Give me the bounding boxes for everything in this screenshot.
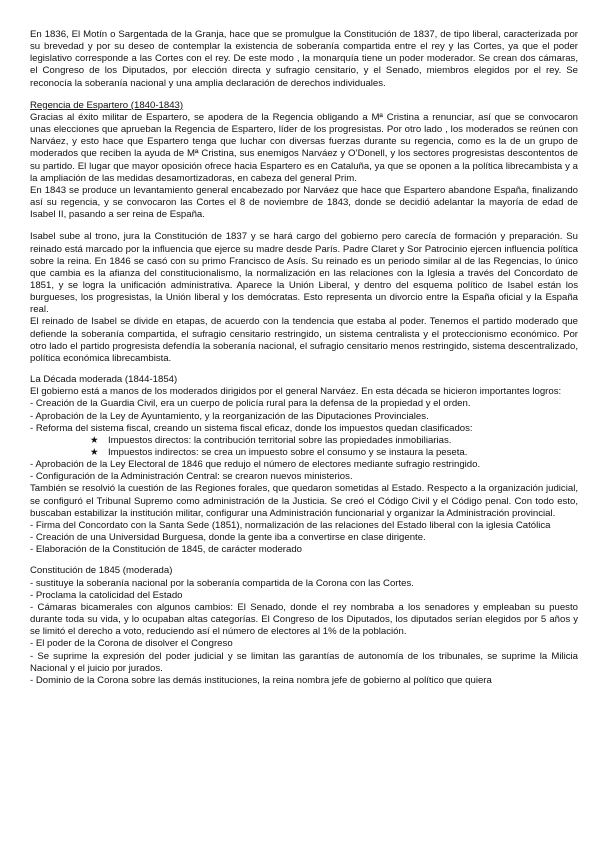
list-item: - Aprobación de la Ley de Ayuntamiento, y la reorganización de las Diputaciones Provinciales. [30,410,429,422]
list-item: - Creación de una Universidad Burguesa, donde la gente iba a convertirse en clase dirigente. [30,532,426,544]
list-item [90,447,578,459]
list-item: - Cámaras bicamerales con algunos cambios: El Senado, donde el rey nombraba a los senadores y empleaban su puesto durante toda su vida, y lo ocupaban altas categorías. El Congreso de los Diputados, los diputados serían elegidos por 5 años y se limitó el derecho a voto, reduciendo así el número de electores al 1% de la población. [30,601,578,638]
intro-paragraph: En 1836, El Motín o Sargentada de la Granja, hace que se promulgue la Constitución de 1837, de tipo liberal, caracterizada por su brevedad y por su deseo de contemplar la existencia de soberanía compartida entre el rey y las Cortes, ya que el poder legislativo corresponde a las Cortes con el rey. De este modo , la monarquía tiene un poder moderador. Se crean dos cámaras, el Congreso de los Diputados, por elección directa y sufragio censitario, y el Senado, miembros elegidos por el rey. Se reconocía la soberanía nacional y una amplia declaración de derechos individuales. [30,29,578,89]
isabel-paragraph-2: El reinado de Isabel se divide en etapas, de acuerdo con la tendencia que estaba al poder. Tenemos el partido moderado que defiende la soberanía compartida, el sufragio censitario restringido, un sistema centralista y el proteccionismo económico. Por otro lado el partido progresista defendía la soberanía nacional, el sufragio censitario menos restringido, sistema descentralizado, política económica librecambista. [30,316,578,364]
decada-title: La Década moderada (1844-1854) [30,374,178,386]
list-item: - Elaboración de la Constitución de 1845, de carácter moderado [30,544,302,556]
constitucion-title: Constitución de 1845 (moderada) [30,565,173,577]
isabel-paragraph-1: Isabel sube al trono, jura la Constitución de 1837 y se hará cargo del gobierno pero carecía de formación y preparación. Su reinado está marcado por la influencia que ejerce su madre desde París. Padre Claret y Sor Patrocinio ejercen influencia política sobre la reina. En 1846 se casó con su primo Francisco de Asís. Su reinado es un periodo similar al de las Regencias, lo único que cambia es la afianza del constitucionalismo, la normalización en las relaciones con la Iglesia a través del Concordato de 1851, y se logra la unificación administrativa. Aparece la Unión Liberal, y dentro del esquema político de Isabel están los burgueses, los progresistas, la Unión liberal y los demócratas. Esto representa un divorcio entre la España oficial y la España real. [30,231,578,316]
regencia-title: Regencia de Espartero (1840-1843) [30,99,184,111]
list-item: - sustituye la soberanía nacional por la soberanía compartida de la Corona con las Cortes. [30,577,414,589]
list-item [90,435,578,447]
subitem-text: Impuestos directos: la contribución territorial sobre las propiedades inmobiliarias. [108,434,452,446]
star-icon: ★ [90,447,99,458]
decada-list-c [30,520,578,556]
decada-list-a [30,398,578,434]
regencia-paragraph-1: Gracias al éxito militar de Espartero, se apodera de la Regencia obligando a Mª Cristina a renunciar, así que se convocaron unas elecciones que aprueban la Regencia de Espartero, líder de los progresistas. Por otro lado , los moderados se reúnen con Narváez, y esto hace que Espartero tenga que luchar con diversas fuerzas durante su regencia, como es la de un grupo de moderados que reciben la ayuda de Mª Cristina, sus enemigos Narváez y O’Donell, y los sectores progresistas descontentos de su partido. El lugar que mayor oposición ofrece hacia Espartero es en Cataluña, ya que se oponen a la política librecambista y a la ampliación de las medidas desamortizadoras, en cabeza del general Prim. [30,111,578,184]
regencia-paragraph-2: En 1843 se produce un levantamiento general encabezado por Narváez que hace que Espartero abandone España, finalizando así su regencia, y se convocaron las Cortes el 8 de noviembre de 1843, donde se decidió adelantar la mayoría de edad de Isabel II, pasando a ser reina de España. [30,184,578,221]
list-item: - Creación de la Guardia Civil, era un cuerpo de policía rural para la defensa de la propiedad y el orden. [30,398,471,410]
star-icon: ★ [90,434,99,446]
decada-paragraph: También se resolvió la cuestión de las Regiones forales, que quedaron sometidas al Estado. Respecto a la organización judicial, se configuró el Tribunal Supremo como administración de la Justicia. Se creó el Código Civil y el Código penal. Con todo esto, buscaban estabilizar la institución militar, configurar una Administración funcionarial y organizar la Administración provincial. [30,483,578,519]
list-item: - Se suprime la expresión del poder judicial y se limitan las garantías de autonomía de los tribunales, se suprime la Milicia Nacional y el juicio por jurados. [30,650,578,674]
list-item: - Firma del Concordato con la Santa Sede (1851), normalización de las relaciones del Estado liberal con la iglesia Católica [30,519,551,531]
list-item: - Proclama la catolicidad del Estado [30,589,183,601]
list-item: - El poder de la Corona de disolver el Congreso [30,638,233,650]
list-item: - Dominio de la Corona sobre las demás instituciones, la reina nombra jefe de gobierno al político que quiera [30,674,492,686]
tax-sublist [30,435,578,459]
list-item: - Configuración de la Administración Central: se crearon nuevos ministerios. [30,471,353,483]
list-item: - Aprobación de la Ley Electoral de 1846 que redujo el número de electores mediante sufragio restringido. [30,459,481,471]
decada-list-b [30,459,578,483]
list-item: - Reforma del sistema fiscal, creando un sistema fiscal eficaz, donde los impuestos quedan clasificados: [30,422,473,434]
constitucion-list [30,578,578,687]
decada-intro: El gobierno está a manos de los moderados dirigidos por el general Narváez. En esta década se hicieron importantes logros: [30,386,562,398]
subitem-text: Impuestos indirectos: se crea un impuesto sobre el consumo y se instaura la peseta. [108,447,468,458]
